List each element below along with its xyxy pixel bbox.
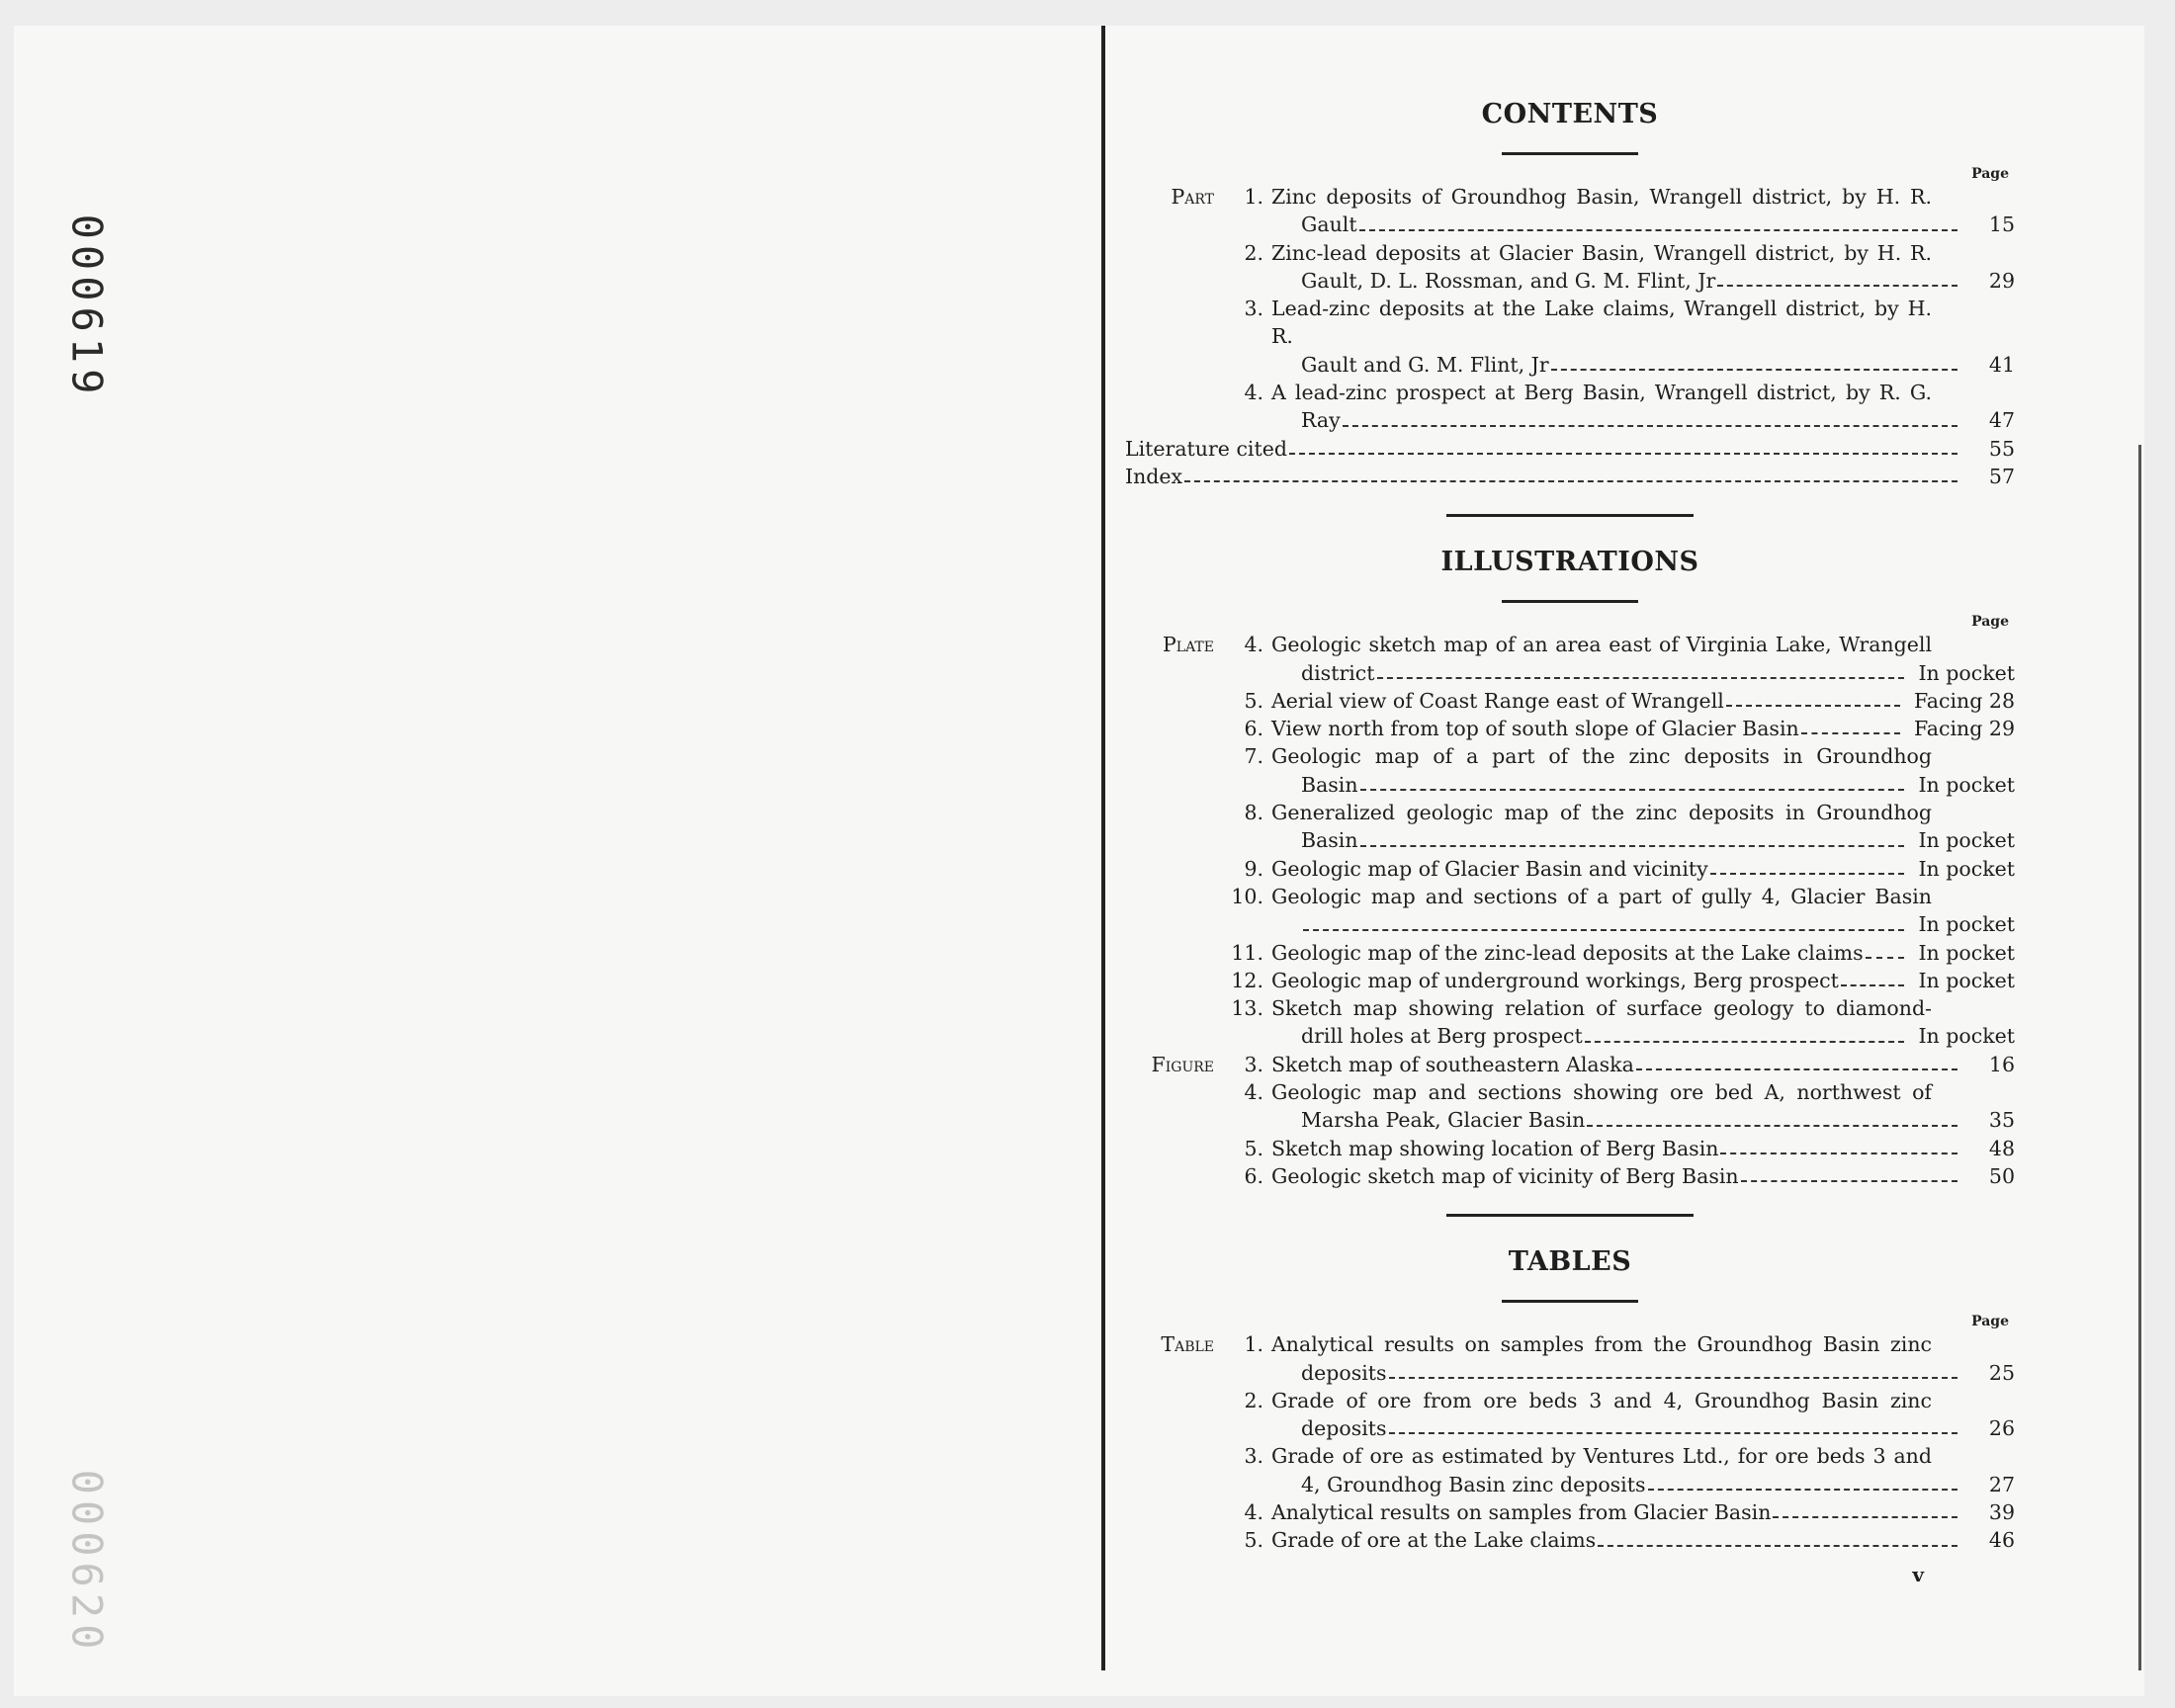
toc-entry xyxy=(1125,1498,2015,1526)
entry-page: 29 xyxy=(1988,268,2015,293)
entry-line xyxy=(1271,1471,2015,1498)
toc-entry xyxy=(1125,742,2015,799)
dot-leader xyxy=(1377,677,1905,679)
entry-number: 11. xyxy=(1231,940,1263,965)
entry-line xyxy=(1125,463,2015,490)
entry-line xyxy=(1271,826,2015,854)
entry-page: In pocket xyxy=(1918,1024,2015,1049)
entry-line: Geologic map and sections of a part of gully 4, Glacier Basin xyxy=(1271,884,1932,908)
dot-leader xyxy=(1389,1377,1958,1379)
entry-line: Geologic sketch map of an area east of Virginia Lake, Wrangell xyxy=(1271,633,1932,657)
dot-leader xyxy=(1598,1545,1958,1547)
page-number: v xyxy=(1912,1562,1924,1586)
entry-line: Zinc-lead deposits at Glacier Basin, Wrangell district, by H. R. xyxy=(1271,240,1932,265)
entry-line-text: Analytical results on samples from Glacier Basin xyxy=(1271,1499,1772,1524)
toc-entry xyxy=(1125,1442,2015,1498)
entry-number: 3. xyxy=(1244,1052,1263,1076)
entry-page: 39 xyxy=(1988,1499,2015,1524)
entry-text xyxy=(1271,379,2015,435)
entry-line-text: Basin xyxy=(1301,828,1358,853)
entry-line: Analytical results on samples from the Groundhog Basin zinc xyxy=(1271,1332,1932,1357)
entry-page: 15 xyxy=(1988,213,2015,237)
entry-text xyxy=(1271,1526,2015,1554)
entry-page: 57 xyxy=(1988,464,2015,488)
entry-line-text: deposits xyxy=(1301,1360,1387,1385)
entry-text xyxy=(1125,463,2015,490)
toc-entry xyxy=(1125,1330,2015,1387)
entry-text xyxy=(1271,1078,2015,1135)
dot-leader xyxy=(1343,425,1958,427)
entry-line-text: View north from top of south slope of Glacier Basin xyxy=(1271,717,1799,741)
entry-number: 2. xyxy=(1244,1388,1263,1412)
dot-leader xyxy=(1648,1489,1958,1491)
entry-line: Geologic map and sections showing ore bed A, northwest of xyxy=(1271,1080,1932,1105)
page-edge xyxy=(2138,445,2141,1670)
page-column-head: Page xyxy=(1971,614,2009,631)
toc-entry xyxy=(1125,883,2015,939)
page-stamp-top xyxy=(57,188,117,425)
entry-line-text: Geologic map of the zinc-lead deposits at the Lake claims xyxy=(1271,940,1864,965)
entry-number: 4. xyxy=(1244,1499,1263,1524)
page-column-head: Page xyxy=(1971,166,2009,182)
entry-number: 3. xyxy=(1244,297,1263,321)
toc-entry xyxy=(1125,631,2015,687)
entry-page: 47 xyxy=(1988,408,2015,433)
toc-entry xyxy=(1125,799,2015,855)
entry-line xyxy=(1271,351,2015,379)
entry-line-text: Gault xyxy=(1301,213,1357,237)
entry-page: Facing 28 xyxy=(1913,688,2015,713)
toc-entry xyxy=(1125,1078,2015,1135)
dot-leader xyxy=(1773,1516,1958,1518)
entry-number: 5. xyxy=(1244,688,1263,713)
entry-label: Table xyxy=(1161,1332,1214,1357)
dot-leader xyxy=(1360,845,1905,847)
entry-line xyxy=(1271,1526,2015,1554)
entry-page: In pocket xyxy=(1918,940,2015,965)
dot-leader xyxy=(1359,229,1958,231)
entry-page: In pocket xyxy=(1918,828,2015,853)
entry-page: 25 xyxy=(1988,1360,2015,1385)
section-separator xyxy=(1446,1214,1694,1217)
entry-line-text: Index xyxy=(1125,464,1183,488)
dot-leader xyxy=(1866,957,1905,959)
entry-line xyxy=(1125,435,2015,463)
entry-number: 1. xyxy=(1244,1332,1263,1357)
dot-leader xyxy=(1587,1125,1958,1127)
entry-line xyxy=(1271,715,2015,742)
entry-line xyxy=(1271,687,2015,715)
entry-line xyxy=(1271,211,2015,238)
toc-entry xyxy=(1125,239,2015,296)
entry-line: Zinc deposits of Groundhog Basin, Wrangell district, by H. R. xyxy=(1271,185,1932,209)
entry-line-text: drill holes at Berg prospect xyxy=(1301,1024,1583,1049)
entry-number: 13. xyxy=(1231,996,1263,1021)
entry-number: 9. xyxy=(1244,856,1263,881)
dot-leader xyxy=(1720,1153,1958,1154)
entry-page: In pocket xyxy=(1918,660,2015,685)
entry-line-text: Grade of ore at the Lake claims xyxy=(1271,1528,1597,1553)
entry-line: Lead-zinc deposits at the Lake claims, Wrangell district, by H. R. xyxy=(1271,297,1932,349)
entry-line-text: Geologic map of underground workings, Berg prospect xyxy=(1271,968,1839,992)
entry-line: Generalized geologic map of the zinc deposits in Groundhog xyxy=(1271,801,1932,825)
entry-line-text: Basin xyxy=(1301,772,1358,797)
stamp-number: 000620 xyxy=(62,1469,112,1655)
entry-line xyxy=(1271,1051,2015,1078)
entry-text xyxy=(1271,295,2015,379)
toc-entry xyxy=(1125,463,2015,490)
entry-line xyxy=(1271,1414,2015,1442)
entry-text xyxy=(1271,742,2015,799)
dot-leader xyxy=(1303,929,1904,931)
entry-line-text: Marsha Peak, Glacier Basin xyxy=(1301,1108,1586,1133)
dot-leader xyxy=(1585,1041,1905,1043)
entry-line xyxy=(1271,967,2015,994)
entry-line-text: deposits xyxy=(1301,1416,1387,1441)
entry-number: 12. xyxy=(1231,968,1263,992)
toc-entry xyxy=(1125,1051,2015,1078)
entry-number: 5. xyxy=(1244,1136,1263,1160)
toc-entry xyxy=(1125,183,2015,239)
entry-line-text: 4, Groundhog Basin zinc deposits xyxy=(1301,1472,1646,1496)
entry-number: 4. xyxy=(1244,1080,1263,1105)
toc-entry xyxy=(1125,379,2015,435)
dot-leader xyxy=(1289,453,1958,455)
dot-leader xyxy=(1741,1180,1958,1182)
page-stamp-bottom xyxy=(57,1443,117,1680)
entry-line xyxy=(1271,1022,2015,1050)
entry-page: 46 xyxy=(1988,1528,2015,1553)
entry-text xyxy=(1271,939,2015,967)
page-column-head: Page xyxy=(1971,1314,2009,1330)
entry-page: 50 xyxy=(1988,1163,2015,1188)
dot-leader xyxy=(1551,369,1958,371)
entry-line xyxy=(1271,1135,2015,1162)
entry-line-text: Geologic map of Glacier Basin and vicinity xyxy=(1271,856,1708,881)
toc-entry xyxy=(1125,715,2015,742)
entry-page: In pocket xyxy=(1918,968,2015,992)
entry-page: In pocket xyxy=(1918,772,2015,797)
dot-leader xyxy=(1389,1432,1958,1434)
entry-line xyxy=(1271,1106,2015,1134)
entry-text xyxy=(1271,883,2015,939)
entry-number: 8. xyxy=(1244,801,1263,825)
section-title: CONTENTS xyxy=(1481,99,1659,129)
entry-line xyxy=(1271,267,2015,295)
entry-line: Grade of ore as estimated by Ventures Ltd., for ore beds 3 and xyxy=(1271,1444,1932,1469)
contents-extra xyxy=(1125,435,2015,491)
entry-number: 6. xyxy=(1244,1163,1263,1188)
entry-line-text: Literature cited xyxy=(1125,436,1287,461)
entry-text xyxy=(1271,1135,2015,1162)
entry-text xyxy=(1271,1162,2015,1190)
toc-entry xyxy=(1125,1135,2015,1162)
toc-entry xyxy=(1125,687,2015,715)
toc-entry xyxy=(1125,435,2015,463)
entry-text xyxy=(1271,1330,2015,1387)
toc-entry xyxy=(1125,855,2015,883)
toc-entry xyxy=(1125,1526,2015,1554)
entry-text xyxy=(1271,994,2015,1051)
entry-number: 6. xyxy=(1244,717,1263,741)
title-rule xyxy=(1502,600,1638,603)
entry-line xyxy=(1271,771,2015,799)
entry-number: 1. xyxy=(1244,185,1263,209)
entry-line: Grade of ore from ore beds 3 and 4, Groundhog Basin zinc xyxy=(1271,1388,1932,1412)
toc-entry xyxy=(1125,1387,2015,1443)
entry-text xyxy=(1271,631,2015,687)
entry-page: In pocket xyxy=(1918,856,2015,881)
entry-number: 7. xyxy=(1244,744,1263,769)
title-rule xyxy=(1502,1300,1638,1303)
illustrations-list xyxy=(1125,631,2015,1190)
entry-label: Figure xyxy=(1151,1052,1214,1076)
entry-text xyxy=(1271,967,2015,994)
entry-line-text: Aerial view of Coast Range east of Wrangell xyxy=(1271,688,1724,713)
section-title: ILLUSTRATIONS xyxy=(1440,547,1699,578)
book-spine xyxy=(1101,26,1105,1670)
entry-number: 3. xyxy=(1244,1444,1263,1469)
entry-number: 4. xyxy=(1244,381,1263,405)
entry-line xyxy=(1271,406,2015,434)
dot-leader xyxy=(1717,285,1958,287)
entry-page: 41 xyxy=(1988,352,2015,377)
entry-line-text: Gault and G. M. Flint, Jr xyxy=(1301,352,1549,377)
entry-line xyxy=(1271,659,2015,687)
contents-section xyxy=(1125,99,2015,490)
section-separator xyxy=(1446,514,1694,517)
entry-page: 16 xyxy=(1988,1052,2015,1076)
toc-entry xyxy=(1125,1162,2015,1190)
entry-line: Sketch map showing relation of surface geology to diamond- xyxy=(1271,996,1932,1021)
entry-line-text: Sketch map showing location of Berg Basin xyxy=(1271,1136,1719,1160)
tables-section xyxy=(1125,1246,2015,1554)
dot-leader xyxy=(1841,984,1905,986)
toc-entry xyxy=(1125,939,2015,967)
entry-text xyxy=(1271,799,2015,855)
entry-text xyxy=(1271,1387,2015,1443)
contents-list xyxy=(1125,183,2015,435)
entry-number: 5. xyxy=(1244,1528,1263,1553)
section-title: TABLES xyxy=(1508,1246,1632,1278)
entry-line-text: district xyxy=(1301,660,1375,685)
entry-line-text: Geologic sketch map of vicinity of Berg Basin xyxy=(1271,1163,1739,1188)
entry-text xyxy=(1125,435,2015,463)
toc-page xyxy=(1125,99,2015,1586)
entry-number: 4. xyxy=(1244,633,1263,657)
entry-number: 2. xyxy=(1244,240,1263,265)
toc-entry xyxy=(1125,994,2015,1051)
entry-line xyxy=(1271,855,2015,883)
toc-entry xyxy=(1125,295,2015,379)
entry-text xyxy=(1271,855,2015,883)
entry-page: In pocket xyxy=(1918,912,2015,937)
dot-leader xyxy=(1726,705,1900,707)
entry-page: 35 xyxy=(1988,1108,2015,1133)
entry-number: 10. xyxy=(1231,884,1263,908)
entry-line xyxy=(1271,910,2015,938)
entry-page: 26 xyxy=(1988,1416,2015,1441)
dot-leader xyxy=(1801,732,1900,734)
entry-page: Facing 29 xyxy=(1913,717,2015,741)
entry-text xyxy=(1271,715,2015,742)
entry-text xyxy=(1271,1498,2015,1526)
entry-label: Plate xyxy=(1163,633,1214,657)
entry-line xyxy=(1271,1162,2015,1190)
entry-line-text: Gault, D. L. Rossman, and G. M. Flint, Jr xyxy=(1301,268,1716,293)
entry-text xyxy=(1271,687,2015,715)
entry-line xyxy=(1271,939,2015,967)
dot-leader xyxy=(1360,789,1905,791)
dot-leader xyxy=(1184,480,1958,482)
entry-page: 48 xyxy=(1988,1136,2015,1160)
stamp-number: 000619 xyxy=(62,214,112,399)
entry-text xyxy=(1271,1442,2015,1498)
title-rule xyxy=(1502,152,1638,155)
entry-line-text: Sketch map of southeastern Alaska xyxy=(1271,1052,1634,1076)
entry-line-text: Ray xyxy=(1301,408,1341,433)
entry-label: Part xyxy=(1171,185,1214,209)
entry-line: Geologic map of a part of the zinc deposits in Groundhog xyxy=(1271,744,1932,769)
entry-text xyxy=(1271,239,2015,296)
entry-line: A lead-zinc prospect at Berg Basin, Wrangell district, by R. G. xyxy=(1271,381,1932,405)
toc-entry xyxy=(1125,967,2015,994)
entry-text xyxy=(1271,1051,2015,1078)
tables-list xyxy=(1125,1330,2015,1554)
illustrations-section xyxy=(1125,547,2015,1190)
entry-page: 27 xyxy=(1988,1472,2015,1496)
entry-page: 55 xyxy=(1988,436,2015,461)
entry-line xyxy=(1271,1359,2015,1387)
entry-text xyxy=(1271,183,2015,239)
entry-line xyxy=(1271,1498,2015,1526)
dot-leader xyxy=(1636,1068,1958,1070)
dot-leader xyxy=(1710,873,1905,875)
